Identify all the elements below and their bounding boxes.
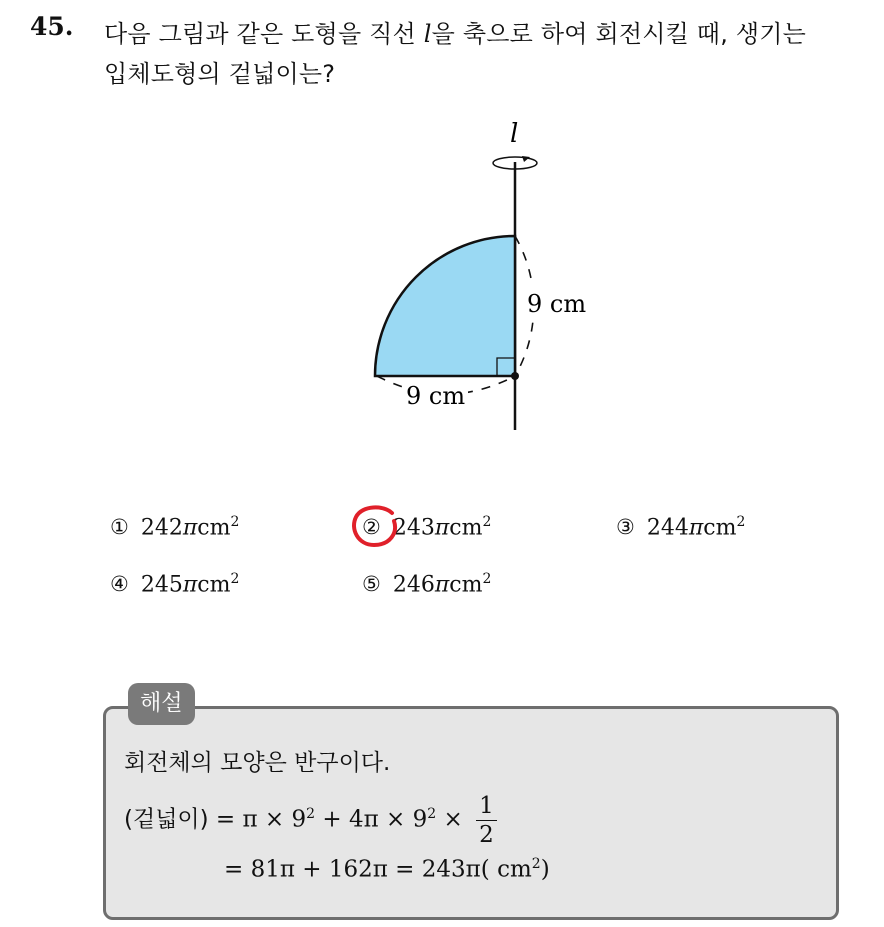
choice-mark: ④ <box>110 572 129 597</box>
rotation-figure <box>360 112 600 442</box>
choice-5[interactable]: ⑤ 246πcm$^2$ <box>362 571 492 598</box>
answer-circle-mark <box>348 503 404 551</box>
line-variable: l <box>423 20 432 48</box>
surface-area-label: (겉넓이) <box>124 806 209 833</box>
question-line-2: 입체도형의 겉넓이는? <box>104 60 336 88</box>
solution-line-1: 회전체의 모양은 반구이다. <box>124 750 391 776</box>
horizontal-length-label: 9 cm <box>406 382 466 410</box>
center-dot <box>511 372 519 380</box>
choice-mark: ⑤ <box>362 572 381 597</box>
choice-mark: ③ <box>616 515 635 540</box>
choice-2[interactable]: ② 243πcm$^2$ <box>362 514 492 541</box>
choice-mark: ① <box>110 515 129 540</box>
axis-label: l <box>510 119 519 149</box>
choice-mark: ② <box>362 515 381 540</box>
fraction-half: $\frac{1}{2}$ <box>476 792 497 849</box>
choice-4[interactable]: ④ 245πcm$^2$ <box>110 571 240 598</box>
question-text-b: 을 축으로 하여 회전시킬 때, 생기는 <box>431 20 807 48</box>
solution-line-3: = 81π + 162π = 243π( $cm^2$) <box>224 856 550 883</box>
solution-tag: 해설 <box>128 683 195 725</box>
choice-1[interactable]: ① 242πcm$^2$ <box>110 514 240 541</box>
question-number: 45. <box>30 12 74 41</box>
quarter-circle <box>375 236 515 376</box>
vertical-length-label: 9 cm <box>527 290 587 318</box>
question-line-1 <box>104 14 806 49</box>
solution-line-2: (겉넓이) = $\pi \times 9^2 + 4\pi \times 9^2$ × $\frac{1}{2}$ <box>124 792 497 849</box>
question-text-a: 다음 그림과 같은 도형을 직선 <box>104 20 424 48</box>
choice-3[interactable]: ③ 244πcm$^2$ <box>616 514 746 541</box>
